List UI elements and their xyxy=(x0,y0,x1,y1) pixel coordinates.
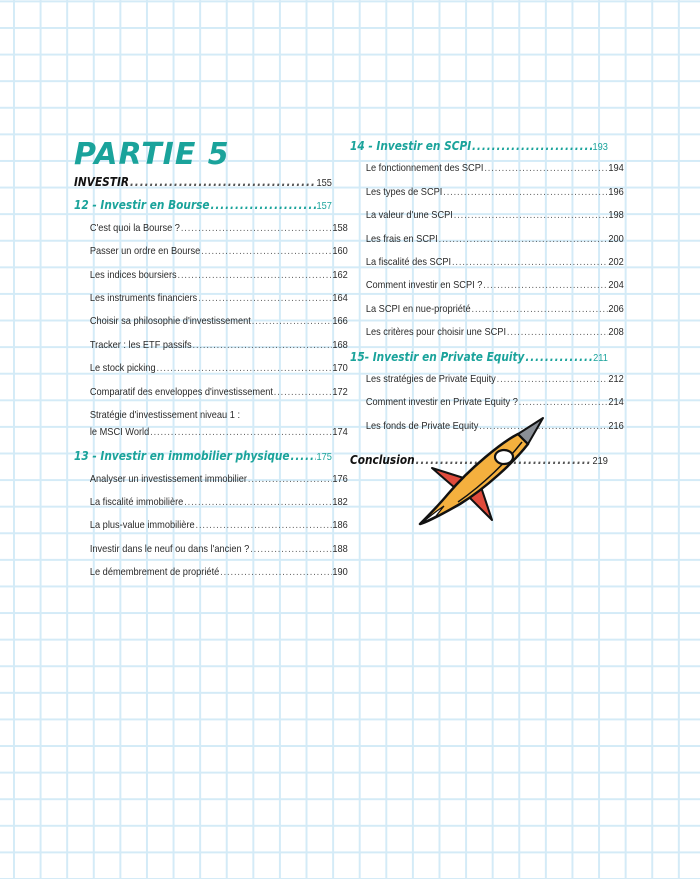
toc-label: Choisir sa philosophie d'investissement xyxy=(89,315,251,328)
toc-label: Les types de SCPI xyxy=(365,185,443,198)
toc-label: La plus-value immobilière xyxy=(89,519,195,532)
toc-page: 188 xyxy=(332,542,348,555)
leader-dots xyxy=(250,543,331,555)
toc-label: Comment investir en Private Equity ? xyxy=(365,396,518,409)
leader-dots xyxy=(156,362,331,374)
leader-dots xyxy=(290,449,315,463)
leader-dots xyxy=(252,315,332,327)
leader-dots xyxy=(484,162,607,174)
toc-label: Investir dans le neuf ou dans l'ancien ? xyxy=(89,542,250,555)
toc-label: Analyser un investissement immobilier xyxy=(89,472,247,485)
toc-page: 206 xyxy=(608,302,624,315)
toc-item[interactable] xyxy=(74,315,348,338)
toc-label: 12 - Investir en Bourse xyxy=(74,198,210,213)
toc-item[interactable] xyxy=(74,543,348,566)
toc-label: Les instruments financiers xyxy=(89,291,198,304)
toc-page: 194 xyxy=(608,162,624,175)
toc-page: 168 xyxy=(332,338,348,351)
toc-page: 214 xyxy=(608,396,624,409)
toc-chapter-14[interactable] xyxy=(350,139,608,162)
leader-dots xyxy=(274,386,332,398)
toc-item[interactable] xyxy=(350,233,624,256)
toc-page: 158 xyxy=(332,221,348,234)
toc-item[interactable] xyxy=(74,473,348,496)
leader-dots xyxy=(452,256,607,268)
toc-item[interactable] xyxy=(74,519,348,542)
leader-dots xyxy=(184,496,331,508)
toc-item[interactable] xyxy=(74,222,348,245)
toc-item[interactable] xyxy=(74,245,348,268)
toc-page: 172 xyxy=(332,385,348,398)
leader-dots xyxy=(150,426,331,438)
leader-dots xyxy=(130,175,316,189)
toc-item[interactable] xyxy=(350,186,624,209)
toc-label: La valeur d'une SCPI xyxy=(365,209,453,222)
toc-item[interactable] xyxy=(74,362,348,385)
toc-page: 198 xyxy=(608,209,624,222)
toc-label: 15- Investir en Private Equity xyxy=(350,349,525,364)
leader-dots xyxy=(507,326,608,338)
toc-item[interactable] xyxy=(350,256,624,279)
toc-page: 160 xyxy=(332,245,348,258)
toc-page: 155 xyxy=(316,177,332,189)
toc-label: Tracker : les ETF passifs xyxy=(89,338,192,351)
toc-label: Le fonctionnement des SCPI xyxy=(365,162,484,175)
toc-page: 219 xyxy=(592,455,608,468)
toc-page: 162 xyxy=(332,268,348,281)
leader-dots xyxy=(181,222,332,234)
leader-dots xyxy=(195,519,331,531)
toc-left-column xyxy=(74,175,348,590)
toc-page: 196 xyxy=(608,185,624,198)
toc-page: 164 xyxy=(332,291,348,304)
leader-dots xyxy=(519,396,608,408)
toc-label: C'est quoi la Bourse ? xyxy=(89,221,180,234)
toc-label: Comparatif des enveloppes d'investissement xyxy=(89,385,273,398)
toc-label: 14 - Investir en SCPI xyxy=(350,139,472,153)
toc-label: Conclusion xyxy=(350,453,415,468)
toc-item[interactable] xyxy=(350,303,624,326)
toc-chapter-15[interactable] xyxy=(350,350,608,373)
toc-page: 200 xyxy=(608,232,624,245)
leader-dots xyxy=(454,209,608,221)
leader-dots xyxy=(198,292,331,304)
toc-item[interactable] xyxy=(350,326,624,349)
toc-page: 174 xyxy=(332,425,348,438)
toc-page: 216 xyxy=(608,419,624,432)
toc-label: Les stratégies de Private Equity xyxy=(365,372,496,385)
toc-label: Les indices boursiers xyxy=(89,268,177,281)
toc-label: Les critères pour choisir une SCPI xyxy=(365,326,507,339)
toc-item[interactable] xyxy=(350,373,624,396)
toc-item[interactable] xyxy=(74,409,348,449)
toc-page: 186 xyxy=(332,519,348,532)
leader-dots xyxy=(439,233,608,245)
toc-page: 204 xyxy=(608,279,624,292)
toc-item[interactable] xyxy=(74,496,348,519)
leader-dots xyxy=(178,269,332,281)
leader-dots xyxy=(248,473,332,485)
toc-label: INVESTIR xyxy=(74,175,130,189)
toc-label: La fiscalité immobilière xyxy=(89,496,184,509)
toc-label: Les fonds de Private Equity xyxy=(365,419,479,432)
toc-item[interactable] xyxy=(74,269,348,292)
toc-label: Comment investir en SCPI ? xyxy=(365,279,483,292)
rocket-icon xyxy=(418,412,548,527)
toc-item[interactable] xyxy=(74,292,348,315)
page-title: PARTIE 5 xyxy=(74,137,230,172)
leader-dots xyxy=(483,279,607,291)
leader-dots xyxy=(472,303,608,315)
toc-item[interactable] xyxy=(350,279,624,302)
toc-page: 211 xyxy=(593,351,608,364)
toc-page: 182 xyxy=(332,496,348,509)
toc-page: 202 xyxy=(608,255,624,268)
toc-label: 13 - Investir en immobilier physique xyxy=(74,449,290,464)
toc-label-continued: le MSCI World xyxy=(89,425,150,438)
toc-item[interactable] xyxy=(74,386,348,409)
leader-dots xyxy=(525,350,592,364)
leader-dots xyxy=(201,245,331,257)
toc-label: Les frais en SCPI xyxy=(365,232,438,245)
toc-label: Le stock picking xyxy=(89,362,156,375)
toc-label: Passer un ordre en Bourse xyxy=(89,245,201,258)
toc-page: 176 xyxy=(332,472,348,485)
toc-label: La SCPI en nue-propriété xyxy=(365,302,471,315)
toc-page: 190 xyxy=(332,566,348,579)
leader-dots xyxy=(220,566,331,578)
toc-item[interactable] xyxy=(350,162,624,185)
leader-dots xyxy=(472,139,592,153)
toc-part-investir[interactable] xyxy=(74,175,332,198)
toc-label: Le démembrement de propriété xyxy=(89,566,220,579)
leader-dots xyxy=(193,339,332,351)
toc-page: 170 xyxy=(332,362,348,375)
toc-chapter-13[interactable] xyxy=(74,449,332,472)
toc-item[interactable] xyxy=(74,566,348,589)
toc-label: Stratégie d'investissement niveau 1 : xyxy=(89,408,241,421)
toc-label: La fiscalité des SCPI xyxy=(365,255,452,268)
toc-page: 193 xyxy=(592,141,608,153)
toc-page: 157 xyxy=(316,200,332,213)
leader-dots xyxy=(210,198,315,212)
toc-chapter-12[interactable] xyxy=(74,198,332,221)
toc-page: 166 xyxy=(332,315,348,328)
toc-item[interactable] xyxy=(350,209,624,232)
toc-item[interactable] xyxy=(74,339,348,362)
toc-page: 212 xyxy=(608,372,624,385)
leader-dots xyxy=(497,373,608,385)
leader-dots xyxy=(443,186,607,198)
toc-page: 208 xyxy=(608,326,624,339)
toc-page: 175 xyxy=(316,451,332,464)
